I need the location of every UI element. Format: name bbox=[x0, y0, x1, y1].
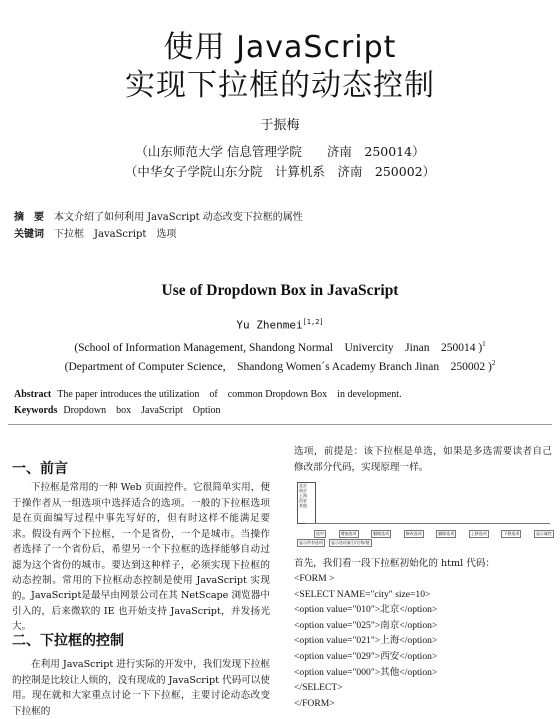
dropdown-demo-figure bbox=[294, 480, 556, 548]
figure-button-row bbox=[314, 530, 554, 538]
figure-button: 选中 bbox=[316, 531, 324, 536]
figure-listbox-item: 西安 bbox=[299, 498, 307, 503]
right-column-intro bbox=[294, 444, 552, 475]
figure-button: 显示所有选项 bbox=[299, 540, 323, 545]
figure-button: 修改选项 bbox=[405, 531, 422, 536]
keywords-cn-label: 关键词 bbox=[14, 229, 44, 240]
abstract-cn-text: 本文介绍了如何利用 JavaScript 动态改变下拉框的属性 bbox=[54, 212, 303, 223]
code-line: <SELECT NAME="city" size=10> bbox=[294, 588, 431, 600]
figure-button: 下移选项 bbox=[503, 531, 520, 536]
figure-listbox-item: 北京 bbox=[299, 483, 307, 488]
figure-connector-line bbox=[306, 523, 550, 524]
section-1-paragraph-2 bbox=[12, 588, 270, 635]
code-line: </FORM> bbox=[294, 697, 335, 709]
affiliation-en-2-text: (Department of Computer Science, Shandong Women´s Academy Branch Jinan 250002 ) bbox=[64, 361, 492, 373]
section-1-paragraph-1 bbox=[12, 480, 270, 604]
paper-title-line2: 实现下拉框的动态控制 bbox=[125, 68, 435, 103]
paper-title-en: Use of Dropdown Box in JavaScript bbox=[161, 282, 399, 299]
code-intro-text: 首先，我们看一段下拉框初始化的 html 代码： bbox=[294, 558, 495, 569]
code-line: </SELECT> bbox=[294, 682, 343, 694]
abstract-en-text: The paper introduces the utilization of common Dropdown Box in development. bbox=[57, 389, 402, 400]
figure-listbox-item: 上海 bbox=[299, 493, 307, 498]
code-line: <FORM > bbox=[294, 573, 335, 584]
section-divider bbox=[8, 424, 552, 425]
figure-listbox bbox=[297, 482, 316, 524]
right-column-intro-text: 选项，前提是：该下拉框是单选，如果是多选需要读者自己修改部分代码，实现原理一样。 bbox=[294, 446, 552, 473]
affiliation-cn-2: （中华女子学院山东分院 计算机系 济南 250002） bbox=[124, 164, 436, 179]
section-2-heading: 二、下拉框的控制 bbox=[12, 633, 124, 649]
code-intro bbox=[294, 556, 552, 572]
section-1-paragraph-1-text: 下拉框是常用的一种 Web 页面控件。它很简单实用，便于操作者从一组选项中选择适合的选项。一般的下拉框选项是在页面编写过程中事先写好的，但有时这样不能满足要求。假设有两个下拉框，一个是省份，一个是城市。当操作者选择了一个省份后，希望另一个下拉框的选择能够自动过滤为这个省份的城市。要达到这种样子，必须实现下拉框的动态控制。常用的下拉框动态控制是使用 JavaScript 实现的。 bbox=[12, 482, 270, 602]
figure-button: 增加选项 bbox=[340, 531, 357, 536]
figure-button: 删除选项 bbox=[438, 531, 455, 536]
code-line: <option value="000">其他</option> bbox=[294, 666, 438, 678]
author-name-cn: 于振梅 bbox=[260, 118, 300, 133]
keywords-cn bbox=[14, 225, 176, 240]
author-en-name: Yu Zhenmei bbox=[236, 318, 303, 332]
affiliation-cn-1: （山东师范大学 信息管理学院 济南 250014） bbox=[135, 144, 425, 159]
affiliation-en-2 bbox=[0, 358, 560, 374]
figure-button: 上移选项 bbox=[470, 531, 487, 536]
affiliation-en-1-sup: 1 bbox=[482, 340, 486, 349]
figure-button: 显示属性 bbox=[535, 531, 552, 536]
affiliation-en-1-text: (School of Information Management, Shandong Normal Univercity Jinan 250014 ) bbox=[74, 342, 483, 354]
figure-button: 删除选项 bbox=[373, 531, 390, 536]
keywords-cn-text: 下拉框 JavaScript 选项 bbox=[54, 229, 177, 240]
affiliation-en-2-sup: 2 bbox=[491, 359, 496, 368]
keywords-en-text: Dropdown box JavaScript Option bbox=[63, 405, 221, 416]
code-line: <option value="025">南京</option> bbox=[294, 619, 438, 631]
figure-listbox-item: 南京 bbox=[299, 488, 307, 493]
code-line: <option value="021">上海</option> bbox=[294, 635, 438, 647]
affiliation-en-1 bbox=[0, 339, 560, 355]
abstract-en bbox=[14, 385, 402, 400]
code-line: <option value="010">北京</option> bbox=[294, 604, 438, 616]
section-1-paragraph-2-text: JavaScript是最早由网景公司在其 NetScape 浏览器中引入的，后来微软的 IE 也开始支持 JavaScript，并发扬光大。 bbox=[12, 590, 270, 632]
code-listing bbox=[294, 571, 437, 711]
keywords-en-label: Keywords bbox=[14, 405, 58, 416]
author-name-en bbox=[0, 318, 560, 332]
figure-button: 显示选项索引/名称/值 bbox=[331, 540, 370, 545]
keywords-en bbox=[14, 401, 221, 416]
abstract-en-label: Abstract bbox=[14, 389, 52, 400]
section-2-paragraph-1-text: 在利用 JavaScript 进行实际的开发中，我们发现下拉框的控制是比较让人烦的，没有现成的 JavaScript 代码可以使用。现在就和大家重点讨论一下下拉框，主要讨论动态改变下拉框的 bbox=[12, 659, 270, 717]
figure-button-row-2 bbox=[297, 539, 372, 547]
abstract-cn bbox=[14, 208, 303, 223]
author-en-sup: [1,2] bbox=[302, 318, 324, 326]
section-1-heading: 一、前言 bbox=[12, 461, 68, 477]
paper-title-line1: 使用 JavaScript bbox=[163, 30, 397, 65]
section-2-paragraph-1 bbox=[12, 657, 270, 719]
code-line: <option value="029">西安</option> bbox=[294, 650, 438, 662]
abstract-cn-label: 摘 要 bbox=[14, 212, 44, 223]
figure-listbox-item: 其他 bbox=[299, 503, 307, 508]
